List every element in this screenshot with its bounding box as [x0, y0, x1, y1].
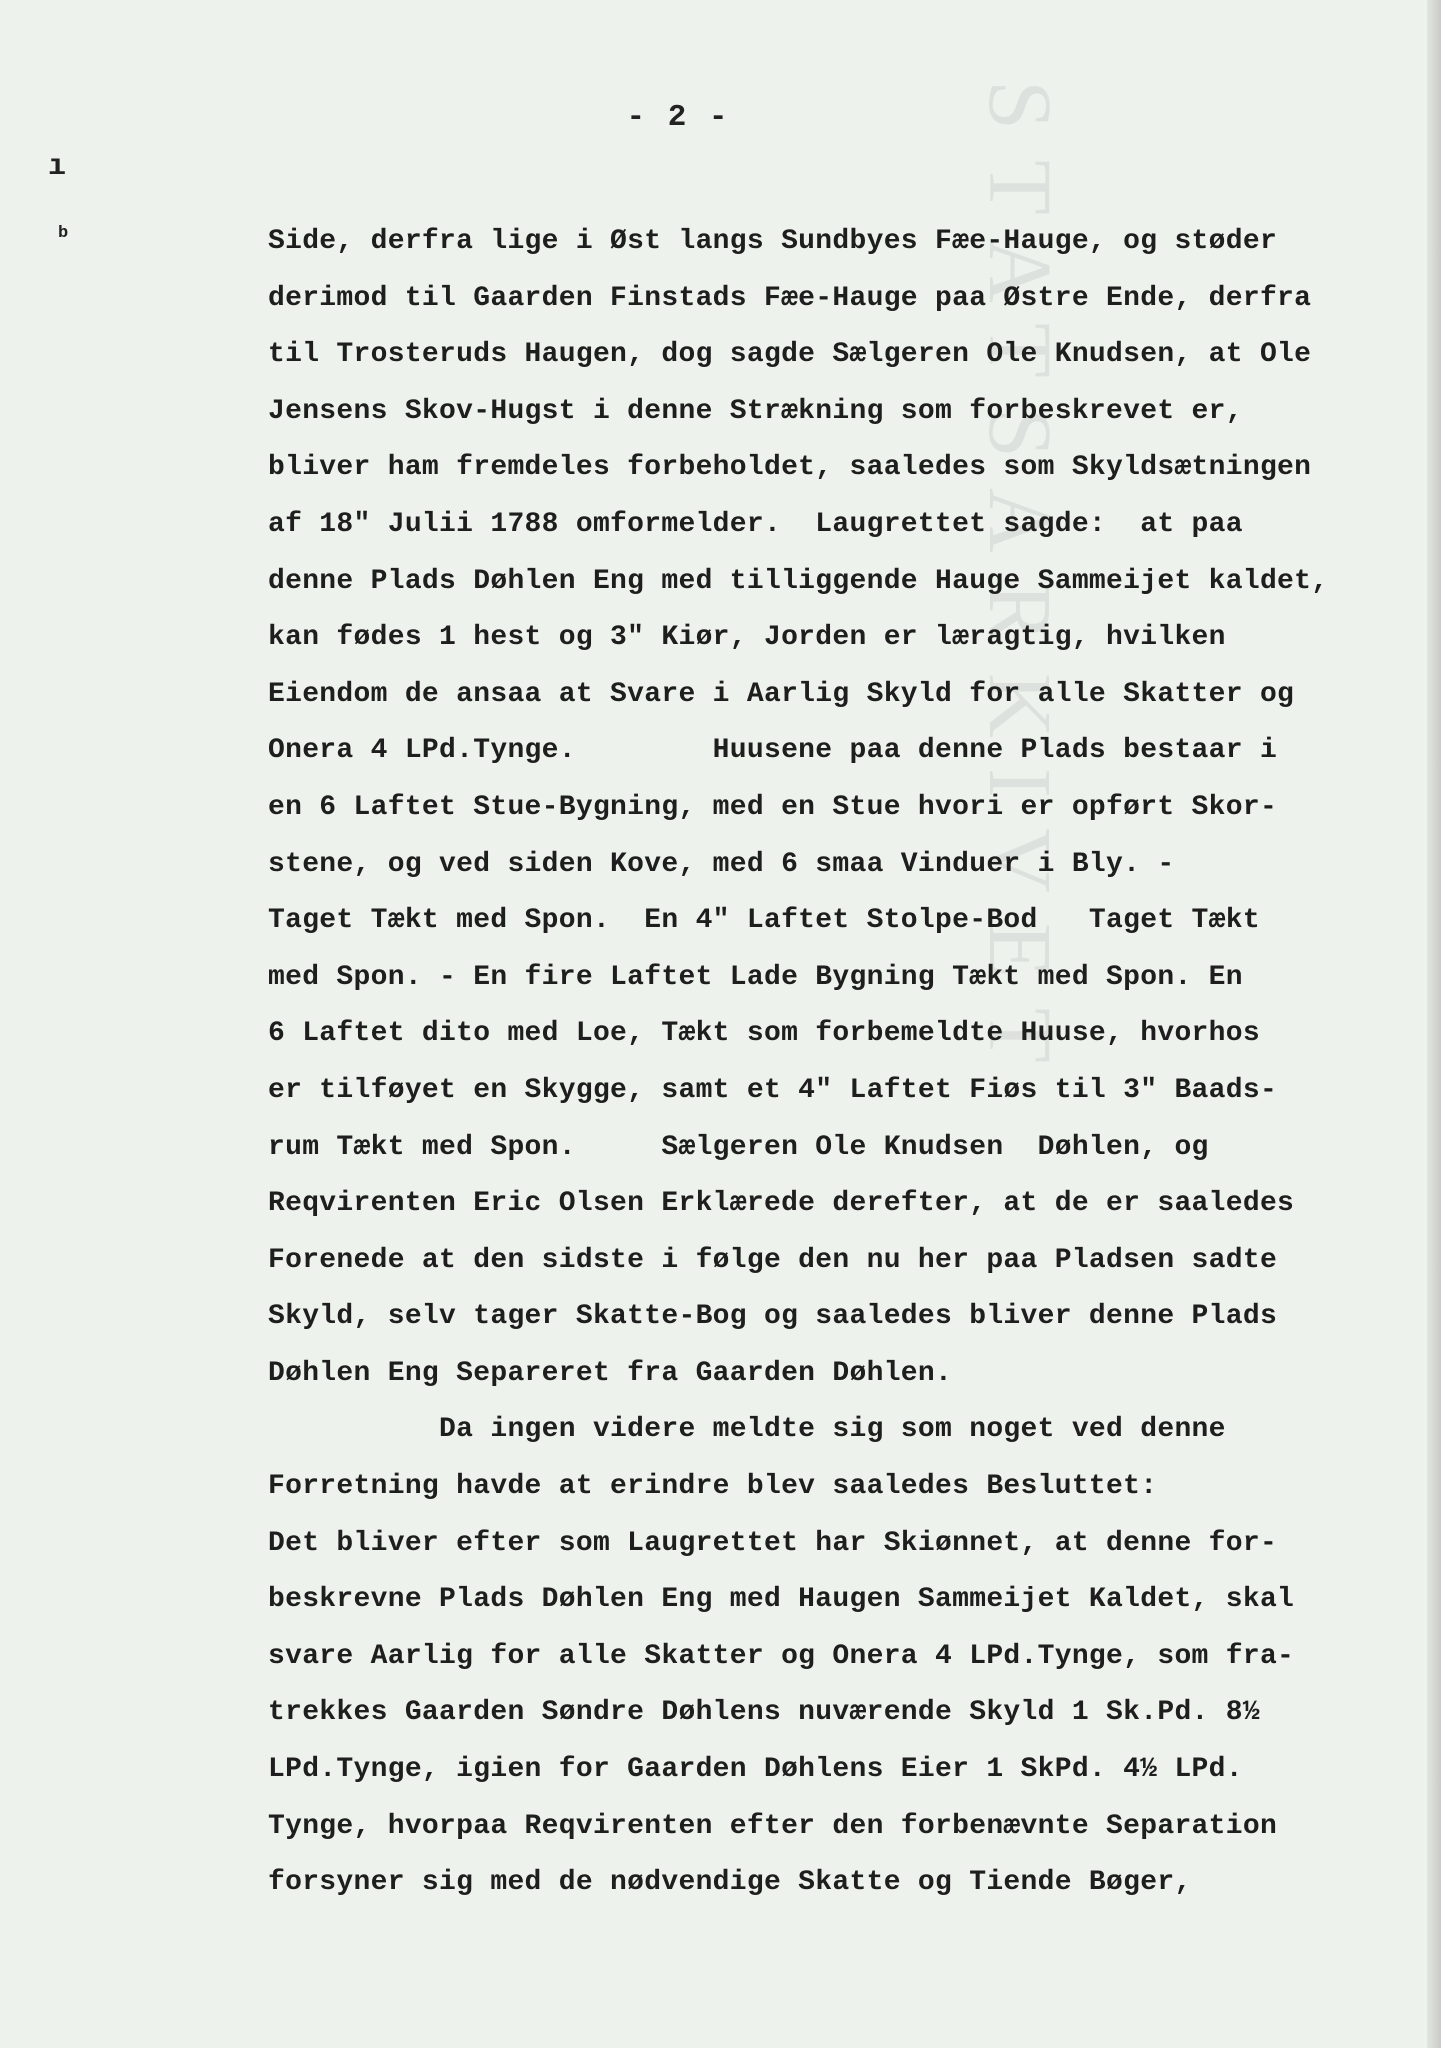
text-line: svare Aarlig for alle Skatter og Onera 4 LPd.Tynge, som fra- [268, 1640, 1295, 1672]
text-line: Tynge, hvorpaa Reqvirenten efter den forbenævnte Separation [268, 1810, 1278, 1842]
text-line: Forretning havde at erindre blev saaledes Besluttet: [268, 1471, 1158, 1503]
text-line: denne Plads Døhlen Eng med tilliggende Hauge Sammeijet kaldet, [268, 565, 1329, 597]
text-line: beskrevne Plads Døhlen Eng med Haugen Sammeijet Kaldet, skal [268, 1584, 1295, 1616]
page-number: - 2 - [626, 100, 730, 135]
text-line: Det bliver efter som Laugrettet har Skiønnet, at denne for- [268, 1527, 1278, 1559]
text-line: forsyner sig med de nødvendige Skatte og Tiende Bøger, [268, 1867, 1192, 1899]
page-edge-shadow [1427, 0, 1441, 2048]
text-line: med Spon. - En fire Laftet Lade Bygning Tækt med Spon. En [268, 961, 1243, 993]
text-line: Skyld, selv tager Skatte-Bog og saaledes bliver denne Plads [268, 1301, 1278, 1333]
text-line: LPd.Tynge, igien for Gaarden Døhlens Eier 1 SkPd. 4½ LPd. [268, 1754, 1243, 1786]
text-line: Døhlen Eng Separeret fra Gaarden Døhlen. [268, 1357, 953, 1389]
text-line: Jensens Skov-Hugst i denne Strækning som forbeskrevet er, [268, 395, 1243, 427]
text-line: stene, og ved siden Kove, med 6 smaa Vinduer i Bly. - [268, 848, 1175, 880]
text-line: Da ingen videre meldte sig som noget ved denne [268, 1414, 1226, 1446]
text-line: Reqvirenten Eric Olsen Erklærede derefter, at de er saaledes [268, 1188, 1295, 1220]
svg-text:STATSARKIVET: STATSARKIVET [970, 80, 1069, 1093]
text-line: kan fødes 1 hest og 3" Kiør, Jorden er læragtig, hvilken [268, 622, 1226, 654]
text-line: rum Tækt med Spon. Sælgeren Ole Knudsen Døhlen, og [268, 1131, 1209, 1163]
text-line: til Trosteruds Haugen, dog sagde Sælgeren Ole Knudsen, at Ole [268, 339, 1312, 371]
text-line: derimod til Gaarden Finstads Fæe-Hauge paa Østre Ende, derfra [268, 282, 1312, 314]
text-line: Side, derfra lige i Øst langs Sundbyes Fæe-Hauge, og støder [268, 226, 1278, 257]
text-line: trekkes Gaarden Søndre Døhlens nuværende Skyld 1 Sk.Pd. 8½ [268, 1697, 1260, 1729]
text-line: 6 Laftet dito med Loe, Tækt som forbemeldte Huuse, hvorhos [268, 1018, 1260, 1050]
text-line: Eiendom de ansaa at Svare i Aarlig Skyld for alle Skatter og [268, 678, 1295, 710]
text-line: bliver ham fremdeles forbeholdet, saaledes som Skyldsætningen [268, 452, 1312, 484]
text-line: Onera 4 LPd.Tynge. Huusene paa denne Plads bestaar i [268, 735, 1278, 767]
text-line: er tilføyet en Skygge, samt et 4" Laftet Fiøs til 3" Baads- [268, 1074, 1278, 1106]
margin-mark: b [58, 224, 69, 243]
text-line: en 6 Laftet Stue-Bygning, med en Stue hvori er opført Skor- [268, 791, 1278, 823]
text-line: af 18" Julii 1788 omformelder. Laugrettet sagde: at paa [268, 508, 1243, 540]
text-line: Forenede at den sidste i følge den nu her paa Pladsen sadte [268, 1244, 1278, 1276]
margin-mark: ı [48, 150, 67, 184]
typed-text-body [268, 214, 1378, 1912]
text-line: Taget Tækt med Spon. En 4" Laftet Stolpe-Bod Taget Tækt [268, 905, 1260, 937]
